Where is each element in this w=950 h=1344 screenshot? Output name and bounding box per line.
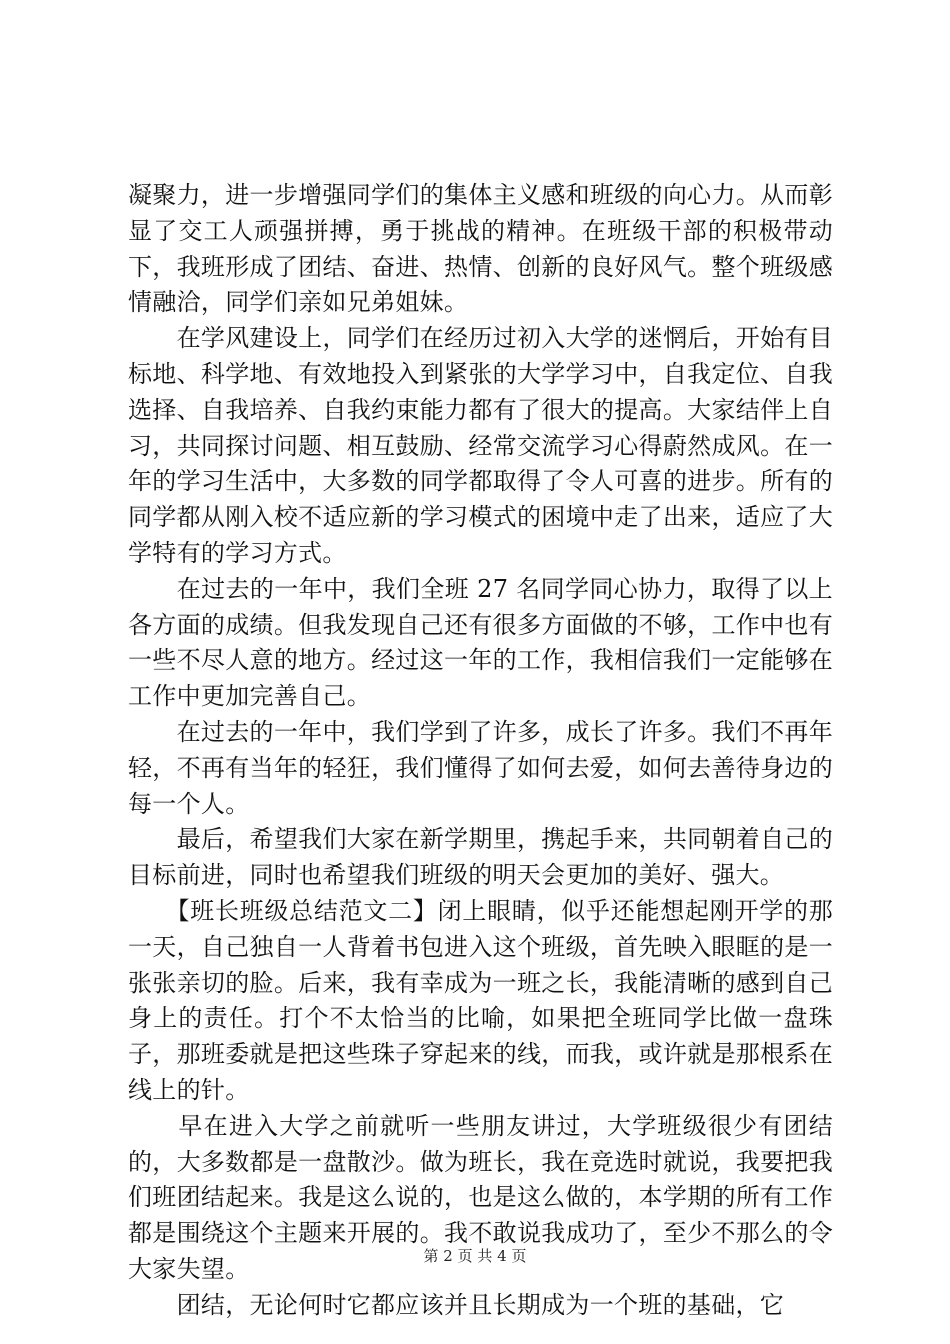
paragraph-1: 凝聚力，进一步增强同学们的集体主义感和班级的向心力。从而彰显了交工人顽强拼搏，勇于挑战的精神。在班级干部的积极带动下，我班形成了团结、奋进、热情、创新的良好风气。整个班级感情融洽，同学们亲如兄弟姐妹。 (128, 181, 833, 317)
paragraph-7: 早在进入大学之前就听一些朋友讲过，大学班级很少有团结的，大多数都是一盘散沙。做为班长，我在竞选时就说，我要把我们班团结起来。我是这么说的，也是这么做的，本学期的所有工作都是围绕这个主题来开展的。我不敢说我成功了，至少不那么的令大家失望。 (128, 1111, 833, 1283)
paragraph-6: 【班长班级总结范文二】闭上眼睛，似乎还能想起刚开学的那一天，自己独自一人背着书包进入这个班级，首先映入眼眶的是一张张亲切的脸。后来，我有幸成为一班之长，我能清晰的感到自己身上的责任。打个不太恰当的比喻，如果把全班同学比做一盘珠子，那班委就是把这些珠子穿起来的线，而我，或许就是那根系在线上的针。 (128, 896, 833, 1104)
paragraph-8: 团结，无论何时它都应该并且长期成为一个班的基础，它 (128, 1290, 785, 1319)
paragraph-4: 在过去的一年中，我们学到了许多，成长了许多。我们不再年轻，不再有当年的轻狂，我们懂得了如何去爱，如何去善待身边的每一个人。 (128, 717, 833, 818)
document-body (128, 178, 833, 1324)
paragraph-3: 在过去的一年中，我们全班 27 名同学同心协力，取得了以上各方面的成绩。但我发现自己还有很多方面做的不够，工作中也有一些不尽人意的地方。经过这一年的工作，我相信我们一定能够在工作中更加完善自己。 (128, 574, 833, 711)
page-footer: 第 2 页 共 4 页 (423, 1247, 527, 1265)
paragraph-5: 最后，希望我们大家在新学期里，携起手来，共同朝着自己的目标前进，同时也希望我们班级的明天会更加的美好、强大。 (128, 825, 833, 890)
paragraph-2: 在学风建设上，同学们在经历过初入大学的迷惘后，开始有目标地、科学地、有效地投入到紧张的大学学习中，自我定位、自我选择、自我培养、自我约束能力都有了很大的提高。大家结伴上自习，共同探讨问题、相互鼓励、经常交流学习心得蔚然成风。在一年的学习生活中，大多数的同学都取得了令人可喜的进步。所有的同学都从刚入校不适应新的学习模式的困境中走了出来，适应了大学特有的学习方式。 (128, 324, 833, 567)
